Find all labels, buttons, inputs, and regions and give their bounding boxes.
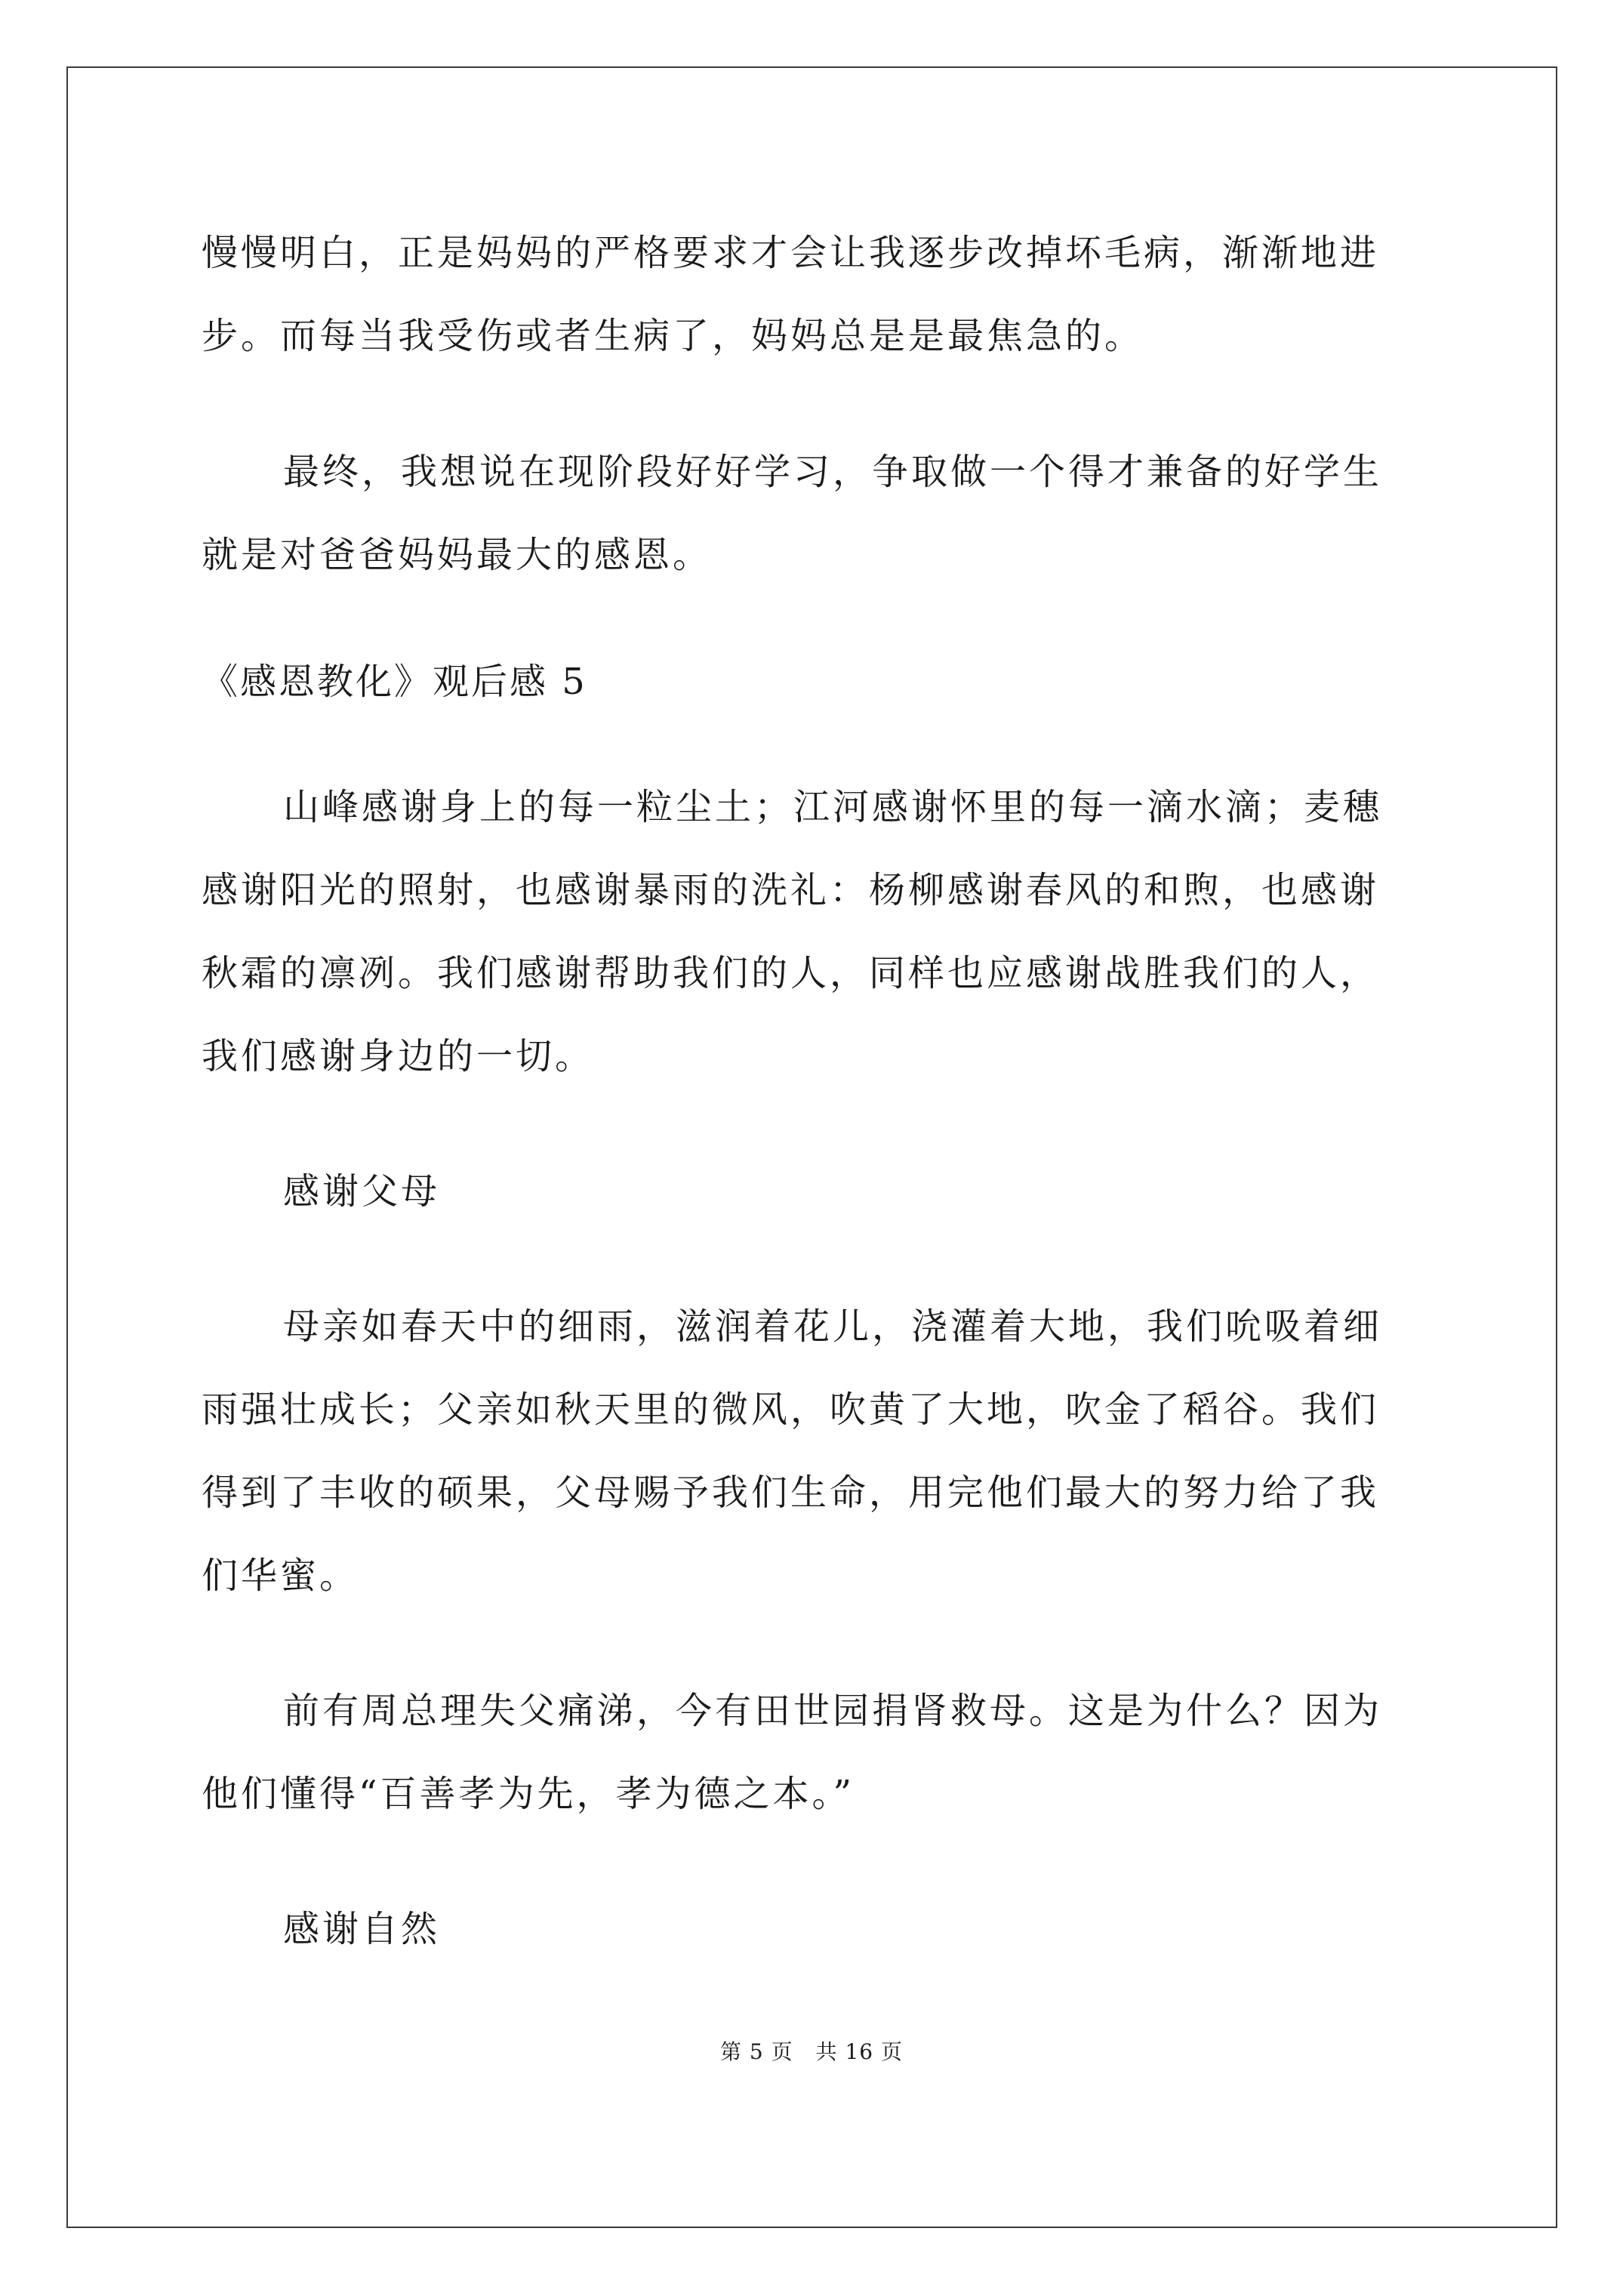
subheading: 感谢父母 [283,1170,441,1213]
subheading: 感谢自然 [283,1908,441,1950]
page-number: 第 5 页 [719,2039,793,2064]
body-text-line: 山峰感谢身上的每一粒尘土；江河感谢怀里的每一滴水滴；麦穗 [283,786,1383,828]
section-heading: 《感恩教化》观后感 5 [202,661,587,703]
body-text-line: 们华蜜。 [202,1555,359,1597]
body-text-line: 得到了丰收的硕果，父母赐予我们生命，用完他们最大的努力给了我 [202,1472,1380,1514]
body-text-line: 最终，我想说在现阶段好好学习，争取做一个得才兼备的好学生 [283,451,1383,493]
body-text-line: 慢慢明白，正是妈妈的严格要求才会让我逐步改掉坏毛病，渐渐地进 [202,232,1380,274]
page-total: 共 16 页 [815,2039,904,2064]
body-text-line: 前有周总理失父痛涕，今有田世园捐肾救母。这是为什么？因为 [283,1690,1383,1732]
page-frame [66,66,1557,2228]
body-text-line: 雨强壮成长；父亲如秋天里的微风，吹黄了大地，吹金了稻谷。我们 [202,1388,1380,1431]
body-text-line: 我们感谢身边的一切。 [202,1035,595,1077]
body-text-line: 就是对爸爸妈妈最大的感恩。 [202,534,713,576]
body-text-line: 感谢阳光的照射，也感谢暴雨的洗礼：杨柳感谢春风的和煦，也感谢 [202,869,1380,911]
body-text-line: 母亲如春天中的细雨，滋润着花儿，浇灌着大地，我们吮吸着细 [283,1305,1383,1348]
body-text-line: 步。而每当我受伤或者生病了，妈妈总是是最焦急的。 [202,315,1144,357]
body-text-line: 他们懂得“百善孝为先，孝为德之本。” [202,1773,855,1815]
body-text-line: 秋霜的凛冽。我们感谢帮助我们的人，同样也应感谢战胜我们的人， [202,952,1380,994]
page-footer [0,2039,1623,2066]
